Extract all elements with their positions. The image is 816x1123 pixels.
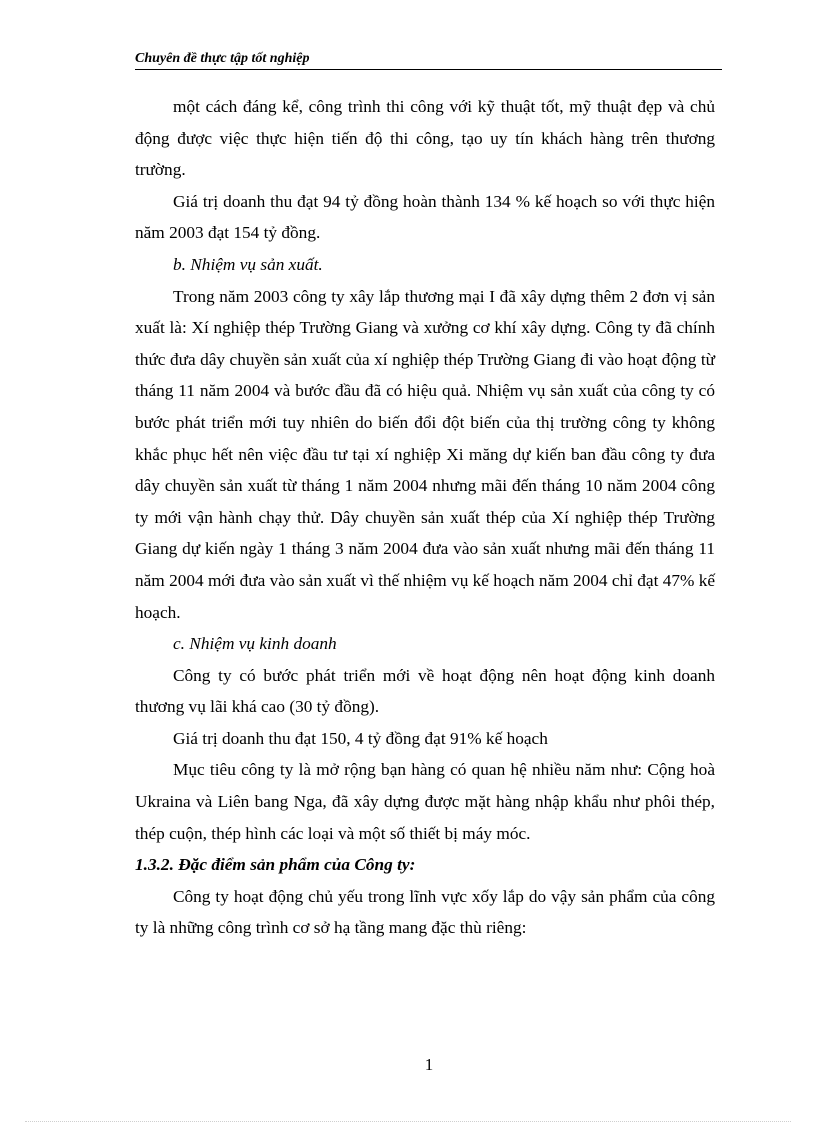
page-number: 1 [424,1055,434,1074]
section-heading-1-3-2: 1.3.2. Đặc điểm sản phẩm của Công ty: [135,855,416,875]
paragraph-business: Công ty có bước phát triển mới về hoạt động nên hoạt động kinh doanh thương vụ lãi khá cao (30 tỷ đồng). [135,665,715,717]
running-header: Chuyên đề thực tập tốt nghiệp [135,50,722,70]
paragraph-revenue: Giá trị doanh thu đạt 94 tỷ đồng hoàn thành 134 % kế hoạch so với thực hiện năm 2003 đạt 154 tỷ đồng. [135,191,715,243]
subheading-production-tasks: b. Nhiệm vụ sản xuất. [173,254,323,274]
paragraph-continuation: một cách đáng kể, công trình thi công với kỹ thuật tốt, mỹ thuật đẹp và chủ động được việc thực hiện tiến độ thi công, tạo uy tín khách hàng trên thương trường. [135,97,715,180]
page-bottom-rule [25,1121,791,1122]
paragraph-business-goals: Mục tiêu công ty là mở rộng bạn hàng có quan hệ nhiều năm như: Cộng hoà Ukraina và Liên bang Nga, đã xây dựng được mặt hàng nhập khẩu như phôi thép, thép cuộn, thép hình các loại và một số thiết bị máy móc. [135,760,715,843]
document-body [135,91,715,944]
paragraph-production: Trong năm 2003 công ty xây lắp thương mại I đã xây dựng thêm 2 đơn vị sản xuất là: Xí nghiệp thép Trường Giang và xưởng cơ khí xây dựng. Công ty đã chính thức đưa dây chuyền sản xuất của xí nghiệp thép Trường Giang đi vào hoạt động từ tháng 11 năm 2004 và bước đầu đã có hiệu quả. Nhiệm vụ sản xuất của công ty có bước phát triển mới tuy nhiên do biến đổi đột biến của thị trường công ty không khắc phục hết nên việc đầu tư tại xí nghiệp Xi măng dự kiến ban đầu công ty đưa dây chuyền sản xuất từ tháng 1 năm 2004 nhưng mãi đến tháng 10 năm 2004 công ty mới vận hành chạy thử. Dây chuyền sản xuất thép của Xí nghiệp thép Trường Giang dự kiến ngày 1 tháng 3 năm 2004 đưa vào sản xuất nhưng mãi đến tháng 11 năm 2004 mới đưa vào sản xuất vì thế nhiệm vụ kế hoạch năm 2004 chỉ đạt 47% kế hoạch. [135,286,716,622]
subheading-business-tasks: c. Nhiệm vụ kinh doanh [173,634,337,654]
paragraph-product-characteristics: Công ty hoạt động chủ yếu trong lĩnh vực xốy lắp do vậy sản phẩm của công ty là những công trình cơ sở hạ tầng mang đặc thù riêng: [135,886,715,938]
paragraph-business-revenue: Giá trị doanh thu đạt 150, 4 tỷ đồng đạt 91% kế hoạch [173,728,548,748]
